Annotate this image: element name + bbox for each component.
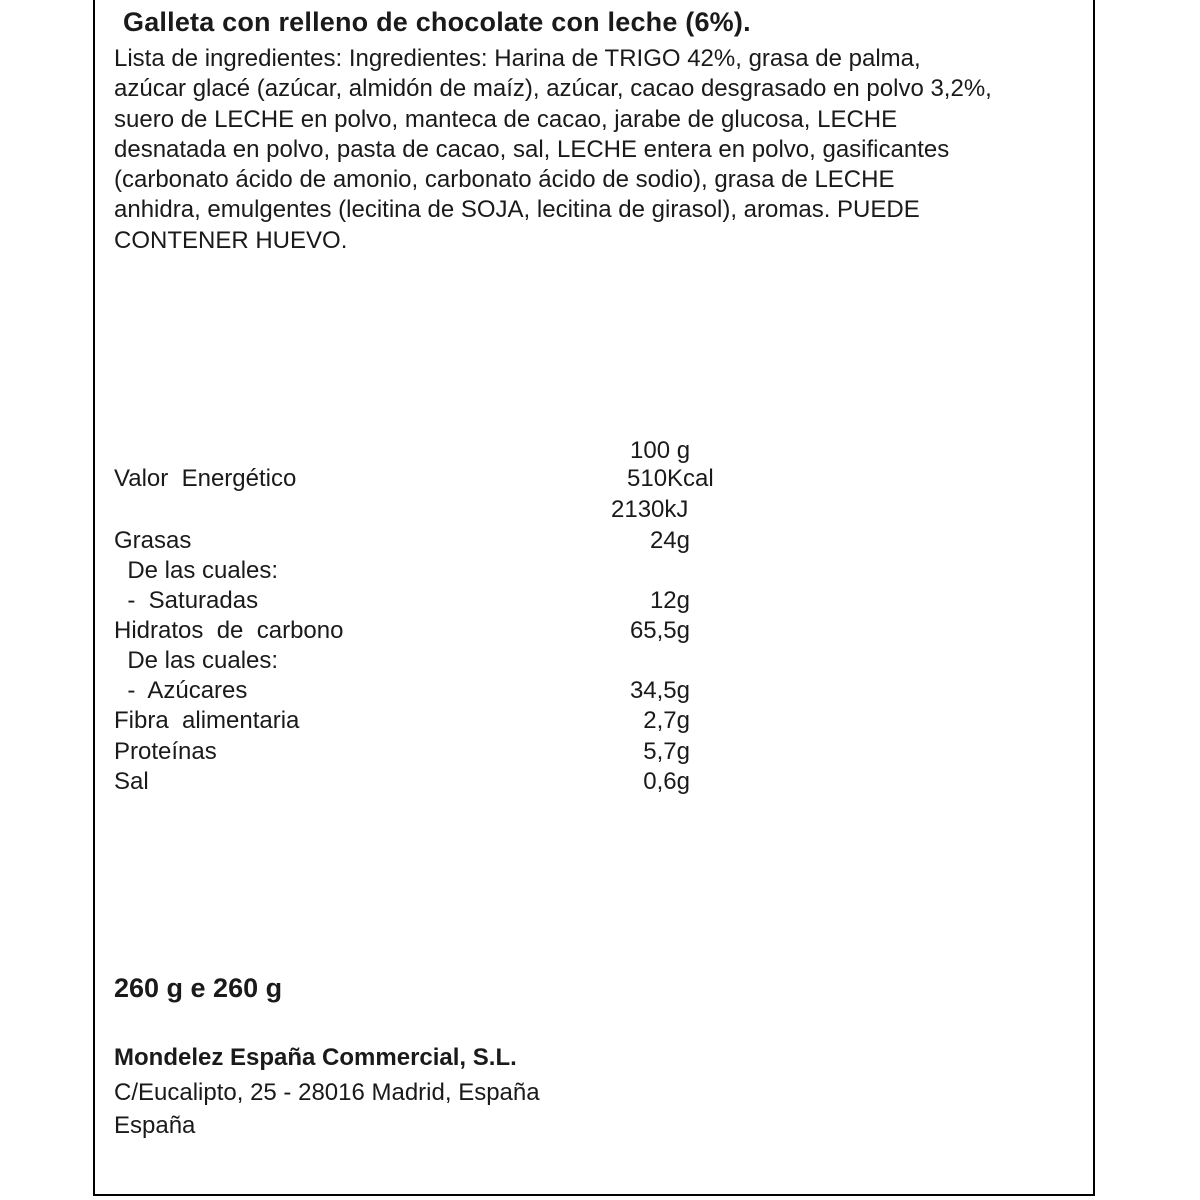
nutrition-label: Hidratos de carbono [114,617,344,644]
nutrition-row-saturated [114,586,814,616]
ingredients-line: suero de LECHE en polvo, manteca de cacao, jarabe de glucosa, LECHE [114,105,898,133]
nutrition-value: 24g [649,527,690,554]
manufacturer-address: C/Eucalipto, 25 - 28016 Madrid, España [114,1079,540,1106]
ingredients-line: CONTENER HUEVO. [114,226,348,254]
ingredients-line: desnatada en polvo, pasta de cacao, sal, LECHE entera en polvo, gasificantes [114,135,950,163]
nutrition-value: 2,7g [643,707,690,734]
nutrition-label: - Saturadas [114,587,259,614]
nutrition-value: 65,5g [629,617,690,644]
nutrition-row-of-which [114,556,814,586]
nutrition-value: 5,7g [643,738,690,765]
nutrition-row-fibre [114,706,814,736]
nutrition-row-sugars [114,676,814,706]
nutrition-row-protein [114,737,814,767]
nutrition-label: Valor Energético [114,465,297,492]
nutrition-label: De las cuales: [114,557,279,584]
nutrition-header: 100 g [630,437,691,464]
manufacturer-country: España [114,1112,196,1139]
manufacturer-name: Mondelez España Commercial, S.L. [114,1044,517,1071]
product-title: Galleta con relleno de chocolate con leche (6%). [123,7,751,37]
nutrition-row-salt [114,767,814,797]
nutrition-value: 34,5g [629,677,690,704]
ingredients-line: anhidra, emulgentes (lecitina de SOJA, lecitina de girasol), aromas. PUEDE [114,196,920,224]
nutrition-label: De las cuales: [114,647,279,674]
ingredients-list [114,44,1089,256]
nutrition-label: - Azúcares [114,677,248,704]
nutrition-label: Grasas [114,527,192,554]
net-weight: 260 g e 260 g [114,973,283,1003]
ingredients-line: azúcar glacé (azúcar, almidón de maíz), azúcar, cacao desgrasado en polvo 3,2%, [114,75,992,103]
nutrition-value: 2130kJ [611,496,689,523]
nutrition-value: 0,6g [643,768,690,795]
nutrition-label: Sal [114,768,149,795]
nutrition-value: 510Kcal [627,465,714,492]
ingredients-line: (carbonato ácido de amonio, carbonato ácido de sodio), grasa de LECHE [114,166,895,194]
nutrition-row-of-which [114,646,814,676]
nutrition-label: Fibra alimentaria [114,707,300,734]
ingredients-line: Lista de ingredientes: Ingredientes: Harina de TRIGO 42%, grasa de palma, [114,45,921,72]
nutrition-label: Proteínas [114,738,217,765]
nutrition-row-energy-kcal [114,464,814,494]
nutrition-row-energy-kj [114,495,814,525]
nutrition-value: 12g [649,587,690,614]
nutrition-row-carbohydrates [114,616,814,646]
nutrition-row-fat [114,526,814,556]
